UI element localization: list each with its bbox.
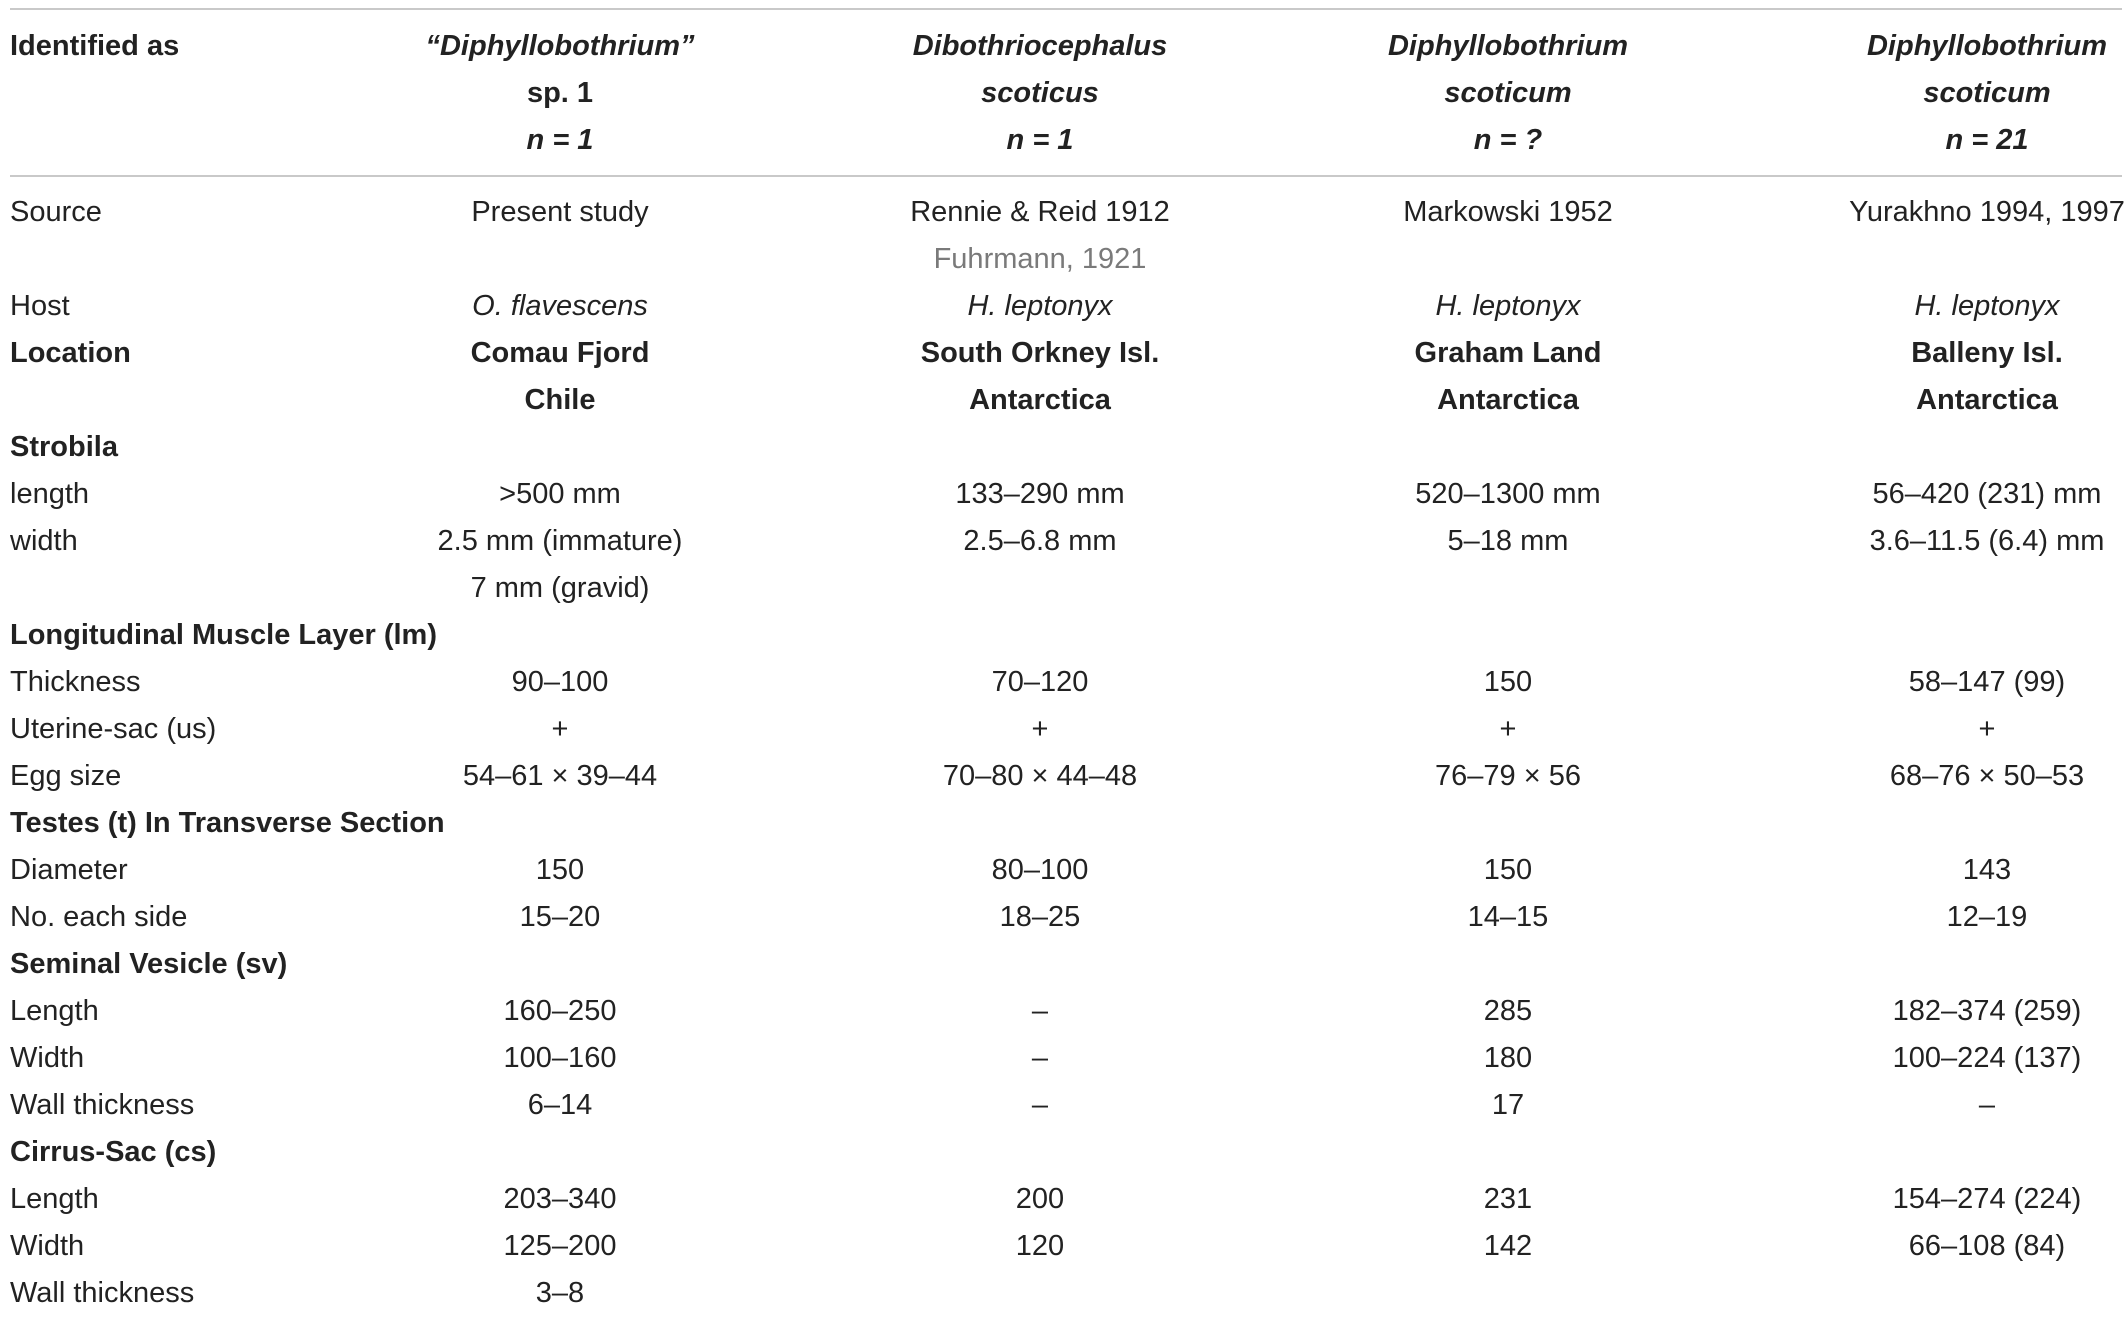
header-col4-line1: Diphyllobothrium: [1866, 30, 2108, 62]
header-col3-line3: n = ?: [1473, 124, 1543, 156]
cell-source-3: Markowski 1952: [1403, 196, 1613, 228]
cell-source-2: Rennie & Reid 1912: [910, 196, 1170, 228]
header-col4-line3: n = 21: [1945, 124, 2029, 156]
cell-width-3: 5–18 mm: [1447, 525, 1569, 557]
row-label-diameter: Diameter: [10, 854, 128, 886]
cell-length-4: 56–420 (231) mm: [1872, 478, 2102, 510]
cell-cs-width-2: 120: [1015, 1230, 1065, 1262]
section-longitudinal-muscle-layer: Longitudinal Muscle Layer (lm): [10, 619, 437, 651]
row-label-sv-wall: Wall thickness: [10, 1089, 195, 1121]
cell-cs-width-3: 142: [1483, 1230, 1533, 1262]
row-label-width: width: [10, 525, 78, 557]
cell-location-3: Graham Land: [1414, 337, 1602, 369]
row-label-host: Host: [10, 290, 70, 322]
cell-diameter-2: 80–100: [991, 854, 1089, 886]
cell-width-4: 3.6–11.5 (6.4) mm: [1869, 525, 2105, 557]
cell-cs-length-2: 200: [1015, 1183, 1065, 1215]
row-label-cs-length: Length: [10, 1183, 99, 1215]
cell-egg-3: 76–79 × 56: [1435, 760, 1581, 792]
cell-width-1: 2.5 mm (immature): [437, 525, 683, 557]
row-label-cs-wall: Wall thickness: [10, 1277, 195, 1309]
cell-diameter-1: 150: [535, 854, 585, 886]
cell-location-1: Comau Fjord: [470, 337, 650, 369]
cell-length-2: 133–290 mm: [955, 478, 1125, 510]
cell-sv-width-1: 100–160: [503, 1042, 617, 1074]
cell-egg-1: 54–61 × 39–44: [462, 760, 658, 792]
cell-cs-width-4: 66–108 (84): [1908, 1230, 2066, 1262]
header-col2-line1: Dibothriocephalus: [912, 30, 1168, 62]
cell-uterine-3: +: [1499, 713, 1517, 745]
header-col4-line2: scoticum: [1923, 77, 2051, 109]
cell-sv-width-2: –: [1031, 1042, 1049, 1074]
row-label-cs-width: Width: [10, 1230, 85, 1262]
header-col3-line2: scoticum: [1444, 77, 1572, 109]
row-label-egg-size: Egg size: [10, 760, 122, 792]
cell-uterine-1: +: [551, 713, 569, 745]
row-label-sv-width: Width: [10, 1042, 85, 1074]
cell-thickness-1: 90–100: [511, 666, 609, 698]
cell-location-3-line2: Antarctica: [1437, 384, 1579, 416]
cell-location-1-line2: Chile: [524, 384, 596, 416]
cell-sv-wall-4: –: [1978, 1089, 1996, 1121]
header-col1-line1: “Diphyllobothrium”: [425, 30, 695, 62]
cell-host-2: H. leptonyx: [967, 290, 1113, 322]
cell-noside-2: 18–25: [999, 901, 1081, 933]
cell-host-4: H. leptonyx: [1914, 290, 2060, 322]
cell-source-4: Yurakhno 1994, 1997: [1849, 196, 2125, 228]
cell-noside-4: 12–19: [1946, 901, 2028, 933]
cell-sv-wall-1: 6–14: [527, 1089, 593, 1121]
row-label-source: Source: [10, 196, 102, 228]
cell-thickness-2: 70–120: [991, 666, 1089, 698]
cell-cs-length-1: 203–340: [503, 1183, 617, 1215]
cell-cs-length-4: 154–274 (224): [1892, 1183, 2082, 1215]
cell-source-2-extra: Fuhrmann, 1921: [933, 243, 1147, 275]
cell-length-3: 520–1300 mm: [1415, 478, 1601, 510]
cell-thickness-3: 150: [1483, 666, 1533, 698]
row-label-thickness: Thickness: [10, 666, 141, 698]
header-bottom-rule: [10, 175, 2122, 177]
cell-uterine-4: +: [1978, 713, 1996, 745]
cell-cs-wall-1: 3–8: [535, 1277, 585, 1309]
row-label-location: Location: [10, 337, 131, 369]
cell-sv-wall-2: –: [1031, 1089, 1049, 1121]
cell-noside-3: 14–15: [1467, 901, 1549, 933]
header-col2-line2: scoticus: [981, 77, 1099, 109]
section-strobila: Strobila: [10, 431, 118, 463]
header-col2-line3: n = 1: [1006, 124, 1074, 156]
cell-diameter-3: 150: [1483, 854, 1533, 886]
cell-sv-length-4: 182–374 (259): [1892, 995, 2082, 1027]
header-col1-line3: n = 1: [526, 124, 594, 156]
cell-location-4: Balleny Isl.: [1911, 337, 2063, 369]
cell-length-1: >500 mm: [499, 478, 621, 510]
cell-location-4-line2: Antarctica: [1916, 384, 2058, 416]
row-label-no-each-side: No. each side: [10, 901, 188, 933]
cell-egg-2: 70–80 × 44–48: [942, 760, 1138, 792]
cell-noside-1: 15–20: [519, 901, 601, 933]
section-seminal-vesicle: Seminal Vesicle (sv): [10, 948, 288, 980]
cell-sv-length-2: –: [1031, 995, 1049, 1027]
row-label-uterine-sac: Uterine-sac (us): [10, 713, 217, 745]
cell-sv-length-3: 285: [1483, 995, 1533, 1027]
cell-uterine-2: +: [1031, 713, 1049, 745]
header-col1-line2: sp. 1: [526, 77, 594, 109]
cell-thickness-4: 58–147 (99): [1908, 666, 2066, 698]
cell-location-2: South Orkney Isl.: [920, 337, 1160, 369]
row-label-length: length: [10, 478, 90, 510]
table-top-rule: [10, 8, 2122, 10]
cell-source-1: Present study: [471, 196, 649, 228]
cell-cs-length-3: 231: [1483, 1183, 1533, 1215]
cell-width-1-extra: 7 mm (gravid): [470, 572, 650, 604]
cell-sv-width-4: 100–224 (137): [1892, 1042, 2082, 1074]
cell-width-2: 2.5–6.8 mm: [963, 525, 1117, 557]
cell-host-1: O. flavescens: [472, 290, 648, 322]
cell-sv-wall-3: 17: [1491, 1089, 1525, 1121]
header-col3-line1: Diphyllobothrium: [1387, 30, 1629, 62]
cell-cs-width-1: 125–200: [503, 1230, 617, 1262]
cell-diameter-4: 143: [1962, 854, 2012, 886]
cell-egg-4: 68–76 × 50–53: [1889, 760, 2085, 792]
cell-location-2-line2: Antarctica: [969, 384, 1111, 416]
cell-sv-length-1: 160–250: [503, 995, 617, 1027]
section-testes: Testes (t) In Transverse Section: [10, 807, 445, 839]
cell-host-3: H. leptonyx: [1435, 290, 1581, 322]
section-cirrus-sac: Cirrus-Sac (cs): [10, 1136, 217, 1168]
row-label-sv-length: Length: [10, 995, 99, 1027]
cell-sv-width-3: 180: [1483, 1042, 1533, 1074]
header-label: Identified as: [10, 30, 180, 62]
